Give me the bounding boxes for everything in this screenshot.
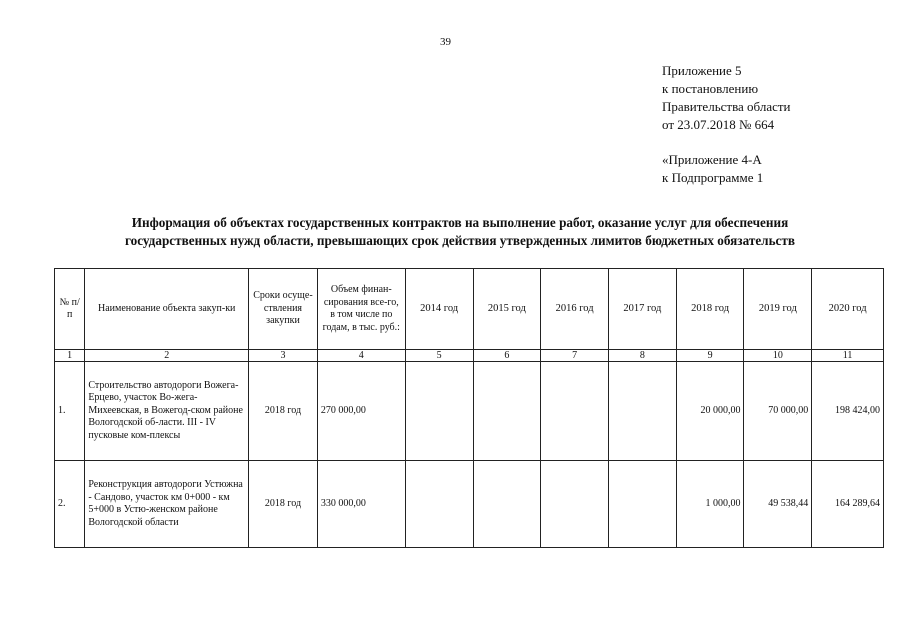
contracts-table xyxy=(54,268,884,548)
column-number: 3 xyxy=(249,350,318,362)
amount-2017 xyxy=(608,362,676,461)
column-number: 8 xyxy=(608,350,676,362)
header-2017: 2017 год xyxy=(608,269,676,350)
header-name: Наименование объекта закуп-ки xyxy=(85,269,249,350)
amount-2016 xyxy=(541,461,609,548)
header-term: Сроки осуще-ствления закупки xyxy=(249,269,318,350)
procurement-term: 2018 год xyxy=(249,362,318,461)
total-financing: 330 000,00 xyxy=(317,461,405,548)
header-2015: 2015 год xyxy=(473,269,541,350)
object-name: Строительство автодороги Вожега-Ерцево, участок Во-жега-Михеевская, в Вожегод-ском районе Вологодской об-ласти. III - IV пусковые ком-плексы xyxy=(85,362,249,461)
appendix-line: к постановлению xyxy=(662,81,759,96)
header-2020: 2020 год xyxy=(812,269,884,350)
document-title xyxy=(40,214,880,250)
amount-2017 xyxy=(608,461,676,548)
procurement-term: 2018 год xyxy=(249,461,318,548)
header-2019: 2019 год xyxy=(744,269,812,350)
amount-2016 xyxy=(541,362,609,461)
header-num: № п/п xyxy=(55,269,85,350)
amount-2019: 49 538,44 xyxy=(744,461,812,548)
appendix-line: к Подпрограмме 1 xyxy=(662,170,764,185)
amount-2018: 1 000,00 xyxy=(676,461,744,548)
column-number: 1 xyxy=(55,350,85,362)
page-number: 39 xyxy=(440,36,451,48)
header-2018: 2018 год xyxy=(676,269,744,350)
column-number: 7 xyxy=(541,350,609,362)
column-number: 10 xyxy=(744,350,812,362)
header-2016: 2016 год xyxy=(541,269,609,350)
column-number: 11 xyxy=(812,350,884,362)
amount-2020: 164 289,64 xyxy=(812,461,884,548)
appendix-line: Приложение 5 xyxy=(662,63,742,78)
header-volume: Объем финан-сирования все-го, в том числе по годам, в тыс. руб.: xyxy=(317,269,405,350)
amount-2019: 70 000,00 xyxy=(744,362,812,461)
column-number-row xyxy=(55,350,884,362)
table-row xyxy=(55,461,884,548)
row-number: 2. xyxy=(55,461,85,548)
header-2014: 2014 год xyxy=(405,269,473,350)
title-line: государственных нужд области, превышающих срок действия утвержденных лимитов бюджетных обязательств xyxy=(124,233,796,248)
amount-2020: 198 424,00 xyxy=(812,362,884,461)
column-number: 4 xyxy=(317,350,405,362)
object-name: Реконструкция автодороги Устюжна - Сандово, участок км 0+000 - км 5+000 в Устю-женском районе Вологодской области xyxy=(85,461,249,548)
amount-2015 xyxy=(473,362,541,461)
appendix-block xyxy=(662,62,791,187)
appendix-line: от 23.07.2018 № 664 xyxy=(662,117,775,132)
total-financing: 270 000,00 xyxy=(317,362,405,461)
column-number: 2 xyxy=(85,350,249,362)
amount-2018: 20 000,00 xyxy=(676,362,744,461)
column-number: 9 xyxy=(676,350,744,362)
column-number: 6 xyxy=(473,350,541,362)
amount-2014 xyxy=(405,362,473,461)
column-number: 5 xyxy=(405,350,473,362)
amount-2014 xyxy=(405,461,473,548)
appendix-line: «Приложение 4-А xyxy=(662,152,762,167)
spacer xyxy=(662,134,791,151)
table-header-row xyxy=(55,269,884,350)
row-number: 1. xyxy=(55,362,85,461)
amount-2015 xyxy=(473,461,541,548)
title-line: Информация об объектах государственных контрактов на выполнение работ, оказание услуг для обеспечения xyxy=(131,215,789,230)
appendix-line: Правительства области xyxy=(662,99,791,114)
table-row xyxy=(55,362,884,461)
